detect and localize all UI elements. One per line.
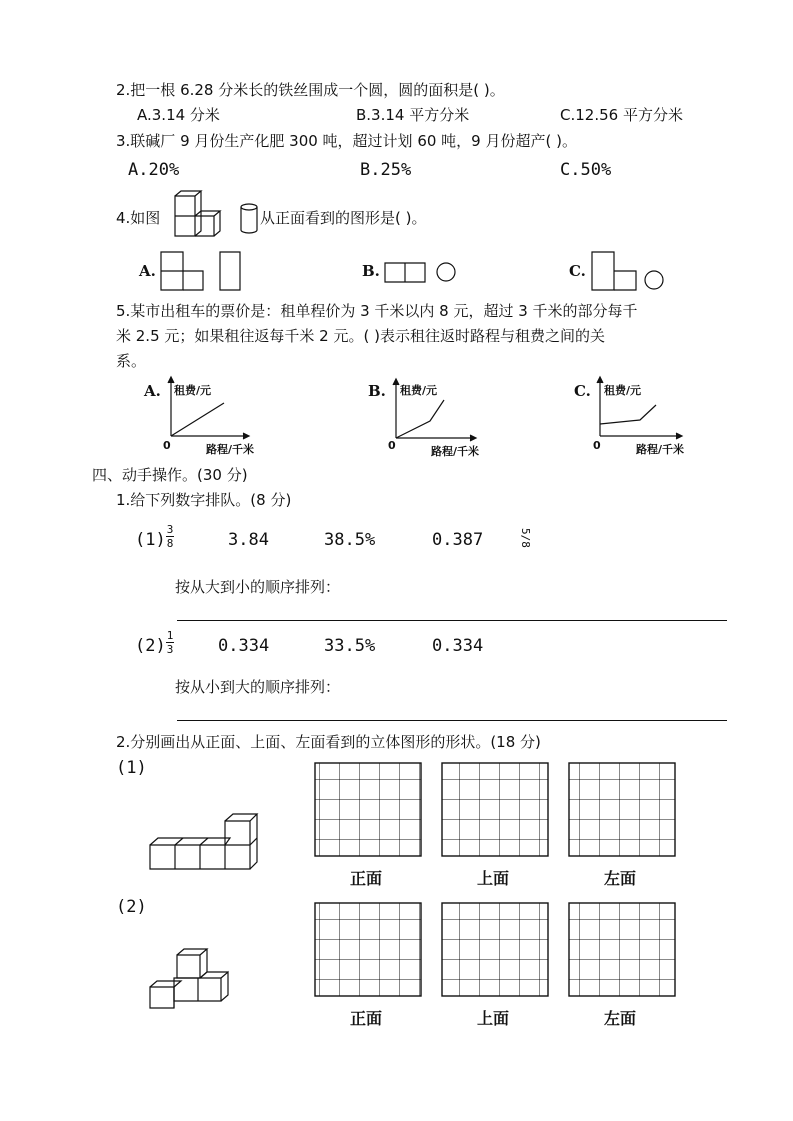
q5-graph-c-xlabel: 路程/千米 xyxy=(636,443,685,456)
row1-frac-den: 8 xyxy=(166,537,174,550)
row2-frac-num: 1 xyxy=(166,629,174,642)
part1-view-left-label: 左面 xyxy=(604,869,637,888)
row2-item-1: 0.334 xyxy=(218,636,270,656)
q4-stem-prefix: 4.如图 xyxy=(116,209,161,227)
row1-instruction: 按从大到小的顺序排列： xyxy=(175,578,341,596)
part1-view-front-label: 正面 xyxy=(350,869,383,888)
part2-grid-top xyxy=(442,903,548,996)
q2-option-a: A.3.14 分米 xyxy=(137,106,220,124)
q2-option-b: B.3.14 平方分米 xyxy=(356,106,470,124)
section4-q2-title: 2.分别画出从正面、上面、左面看到的立体图形的形状。(18 分) xyxy=(116,733,541,751)
q4-label-a: A. xyxy=(139,262,156,280)
part2-view-top-label: 上面 xyxy=(477,1009,510,1028)
q5-graph-c-origin: 0 xyxy=(593,439,601,452)
q2-stem: 2.把一根 6.28 分米长的铁丝围成一个圆，圆的面积是( )。 xyxy=(116,81,505,99)
part2-cube-figure xyxy=(150,949,228,1008)
q2-option-c: C.12.56 平方分米 xyxy=(560,106,683,124)
part1-grid-top xyxy=(442,763,548,856)
row2-frac-den: 3 xyxy=(166,643,174,656)
q5-graph-b-xlabel: 路程/千米 xyxy=(431,445,480,458)
row1-item-2: 38.5% xyxy=(324,530,376,550)
part1-label: (1) xyxy=(116,758,147,778)
q4-label-c: C. xyxy=(569,262,586,280)
q5-label-b: B. xyxy=(368,382,386,400)
q4-label-b: B. xyxy=(362,262,380,280)
row1-prefix: (1) xyxy=(135,530,166,550)
row2-prefix: (2) xyxy=(135,636,166,656)
q5-graph-b-origin: 0 xyxy=(388,439,396,452)
part2-grid-front xyxy=(315,903,421,996)
q5-label-a: A. xyxy=(144,382,161,400)
q5-label-c: C. xyxy=(574,382,591,400)
row1-item-3: 0.387 xyxy=(432,530,484,550)
q5-graph-a-ylabel: 租费/元 xyxy=(174,384,212,397)
row2-item-3: 0.334 xyxy=(432,636,484,656)
q5-graph-c-ylabel: 租费/元 xyxy=(604,384,642,397)
row1-rotated-fraction: 5/8 xyxy=(519,528,532,548)
q5-graph-a-xlabel: 路程/千米 xyxy=(206,443,255,456)
part2-grid-left xyxy=(569,903,675,996)
q3-option-c: C.50% xyxy=(560,160,612,180)
part2-view-left-label: 左面 xyxy=(604,1009,637,1028)
q4-stem-suffix: 从正面看到的图形是( )。 xyxy=(260,209,427,227)
q5-line2: 米 2.5 元；如果租往返每千米 2 元。( )表示租往返时路程与租费之间的关 xyxy=(116,327,605,345)
q5-line1: 5.某市出租车的票价是：租单程价为 3 千米以内 8 元，超过 3 千米的部分每千 xyxy=(116,302,638,320)
row1-item-1: 3.84 xyxy=(228,530,269,550)
part1-view-top-label: 上面 xyxy=(477,869,510,888)
row2-item-2: 33.5% xyxy=(324,636,376,656)
row1-frac-num: 3 xyxy=(166,523,174,536)
row2-instruction: 按从小到大的顺序排列： xyxy=(175,678,341,696)
q5-graph-a-origin: 0 xyxy=(163,439,171,452)
part1-grid-front xyxy=(315,763,421,856)
q3-option-b: B.25% xyxy=(360,160,412,180)
q5-line3: 系。 xyxy=(116,352,147,370)
section4-heading: 四、动手操作。(30 分) xyxy=(92,466,248,484)
part2-label: (2) xyxy=(116,897,147,917)
part1-grid-left xyxy=(569,763,675,856)
q3-stem: 3.联碱厂 9 月份生产化肥 300 吨，超过计划 60 吨，9 月份超产( )。 xyxy=(116,132,577,150)
q5-graph-b-ylabel: 租费/元 xyxy=(400,384,438,397)
part1-cube-figure xyxy=(150,814,257,869)
q3-option-a: A.20% xyxy=(128,160,180,180)
section4-q1-title: 1.给下列数字排队。(8 分) xyxy=(116,491,292,509)
part2-view-front-label: 正面 xyxy=(350,1009,383,1028)
